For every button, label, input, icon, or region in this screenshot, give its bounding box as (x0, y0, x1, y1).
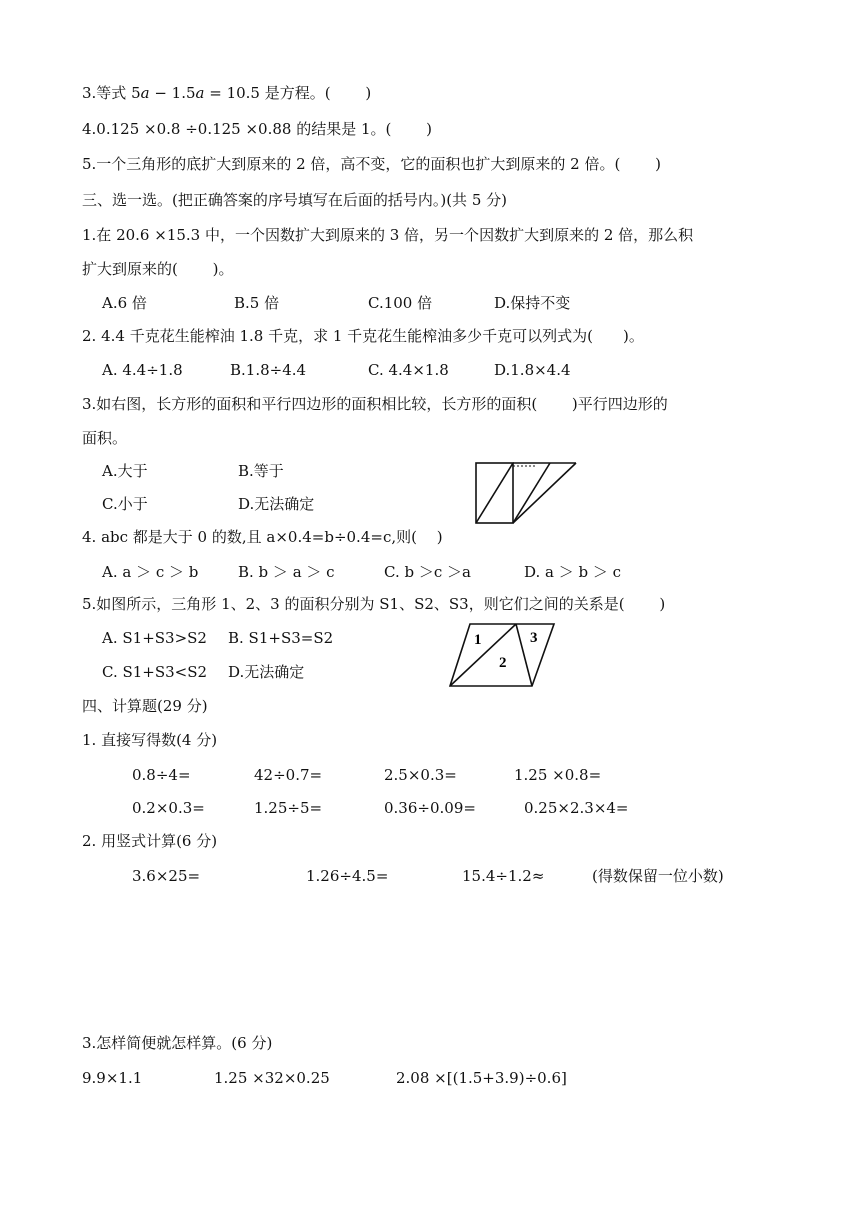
choice-q1-option-d: D.保持不变 (494, 294, 571, 312)
choice-q2-option-b: B.1.8÷4.4 (230, 361, 307, 379)
choice-q2-option-c: C. 4.4×1.8 (368, 361, 449, 379)
calc-2-title: 2. 用竖式计算(6 分) (82, 832, 218, 850)
choice-q3-option-c: C.小于 (102, 495, 148, 513)
direct-calc-r2-c4: 0.25×2.3×4= (524, 799, 629, 817)
choice-q3-line2: 面积。 (82, 429, 128, 447)
section-3-title: 三、选一选。(把正确答案的序号填写在后面的括号内。)(共 5 分) (82, 191, 507, 209)
choice-q1-option-c: C.100 倍 (368, 294, 433, 312)
vertical-calc-3: 15.4÷1.2≈ (462, 867, 545, 885)
triangle-3-label: 3 (530, 630, 538, 646)
choice-q3-line1: 3.如右图，长方形的面积和平行四边形的面积相比较，长方形的面积( )平行四边形的 (82, 395, 668, 413)
choice-q4-option-b: B. b ＞ a ＞ c (238, 563, 335, 581)
direct-calc-r2-c2: 1.25÷5= (254, 799, 323, 817)
direct-calc-r2-c3: 0.36÷0.09= (384, 799, 476, 817)
direct-calc-r1-c2: 42÷0.7= (254, 766, 323, 784)
choice-q5: 5.如图所示，三角形 1、2、3 的面积分别为 S1、S2、S3，则它们之间的关系是( ) (82, 595, 666, 613)
simplify-calc-2: 1.25 ×32×0.25 (214, 1069, 330, 1087)
choice-q5-option-a: A. S1+S3>S2 (102, 629, 207, 647)
choice-q2: 2. 4.4 千克花生能榨油 1.8 千克，求 1 千克花生能榨油多少千克可以列式为( )。 (82, 327, 644, 345)
choice-q4-option-c: C. b ＞c ＞a (384, 563, 471, 581)
vertical-calc-1: 3.6×25= (132, 867, 201, 885)
choice-q2-option-a: A. 4.4÷1.8 (102, 361, 183, 379)
section-4-title: 四、计算题(29 分) (82, 697, 208, 715)
choice-q5-option-b: B. S1+S3=S2 (228, 629, 334, 647)
simplify-calc-1: 9.9×1.1 (82, 1069, 143, 1087)
choice-q3-option-a: A.大于 (102, 462, 148, 480)
choice-q4-option-d: D. a ＞ b ＞ c (524, 563, 622, 581)
direct-calc-r1-c4: 1.25 ×0.8= (514, 766, 602, 784)
choice-q2-option-d: D.1.8×4.4 (494, 361, 571, 379)
choice-q1-option-a: A.6 倍 (102, 294, 147, 312)
simplify-calc-3: 2.08 ×[(1.5+3.9)÷0.6] (396, 1069, 567, 1087)
vertical-calc-note: (得数保留一位小数) (592, 867, 724, 885)
choice-q4: 4. abc 都是大于 0 的数,且 a×0.4=b÷0.4=c,则( ) (82, 528, 443, 546)
choice-q3-option-b: B.等于 (238, 462, 284, 480)
choice-q4-option-a: A. a ＞ c ＞ b (102, 563, 199, 581)
direct-calc-r2-c1: 0.2×0.3= (132, 799, 205, 817)
triangles-parallelogram-figure (444, 620, 562, 692)
choice-q5-option-c: C. S1+S3<S2 (102, 663, 208, 681)
vertical-calc-2: 1.26÷4.5= (306, 867, 389, 885)
choice-q5-option-d: D.无法确定 (228, 663, 305, 681)
choice-q1-option-b: B.5 倍 (234, 294, 280, 312)
triangle-1-label: 1 (474, 632, 482, 648)
rectangle-parallelogram-figure (470, 458, 585, 528)
direct-calc-r1-c1: 0.8÷4= (132, 766, 191, 784)
choice-q1-line1: 1.在 20.6 ×15.3 中，一个因数扩大到原来的 3 倍，另一个因数扩大到原来的 2 倍，那么积 (82, 226, 694, 244)
judge-item-4: 4.0.125 ×0.8 ÷0.125 ×0.88 的结果是 1。( ) (82, 120, 433, 138)
judge-item-3: 3.等式 5𝑎 − 1.5𝑎 = 10.5 是方程。( ) (82, 84, 372, 102)
calc-3-title: 3.怎样简便就怎样算。(6 分) (82, 1034, 273, 1052)
triangle-2-label: 2 (499, 655, 507, 671)
direct-calc-r1-c3: 2.5×0.3= (384, 766, 457, 784)
calc-1-title: 1. 直接写得数(4 分) (82, 731, 218, 749)
choice-q1-line2: 扩大到原来的( )。 (82, 260, 234, 278)
judge-item-5: 5.一个三角形的底扩大到原来的 2 倍，高不变，它的面积也扩大到原来的 2 倍。( ) (82, 155, 661, 173)
choice-q3-option-d: D.无法确定 (238, 495, 315, 513)
